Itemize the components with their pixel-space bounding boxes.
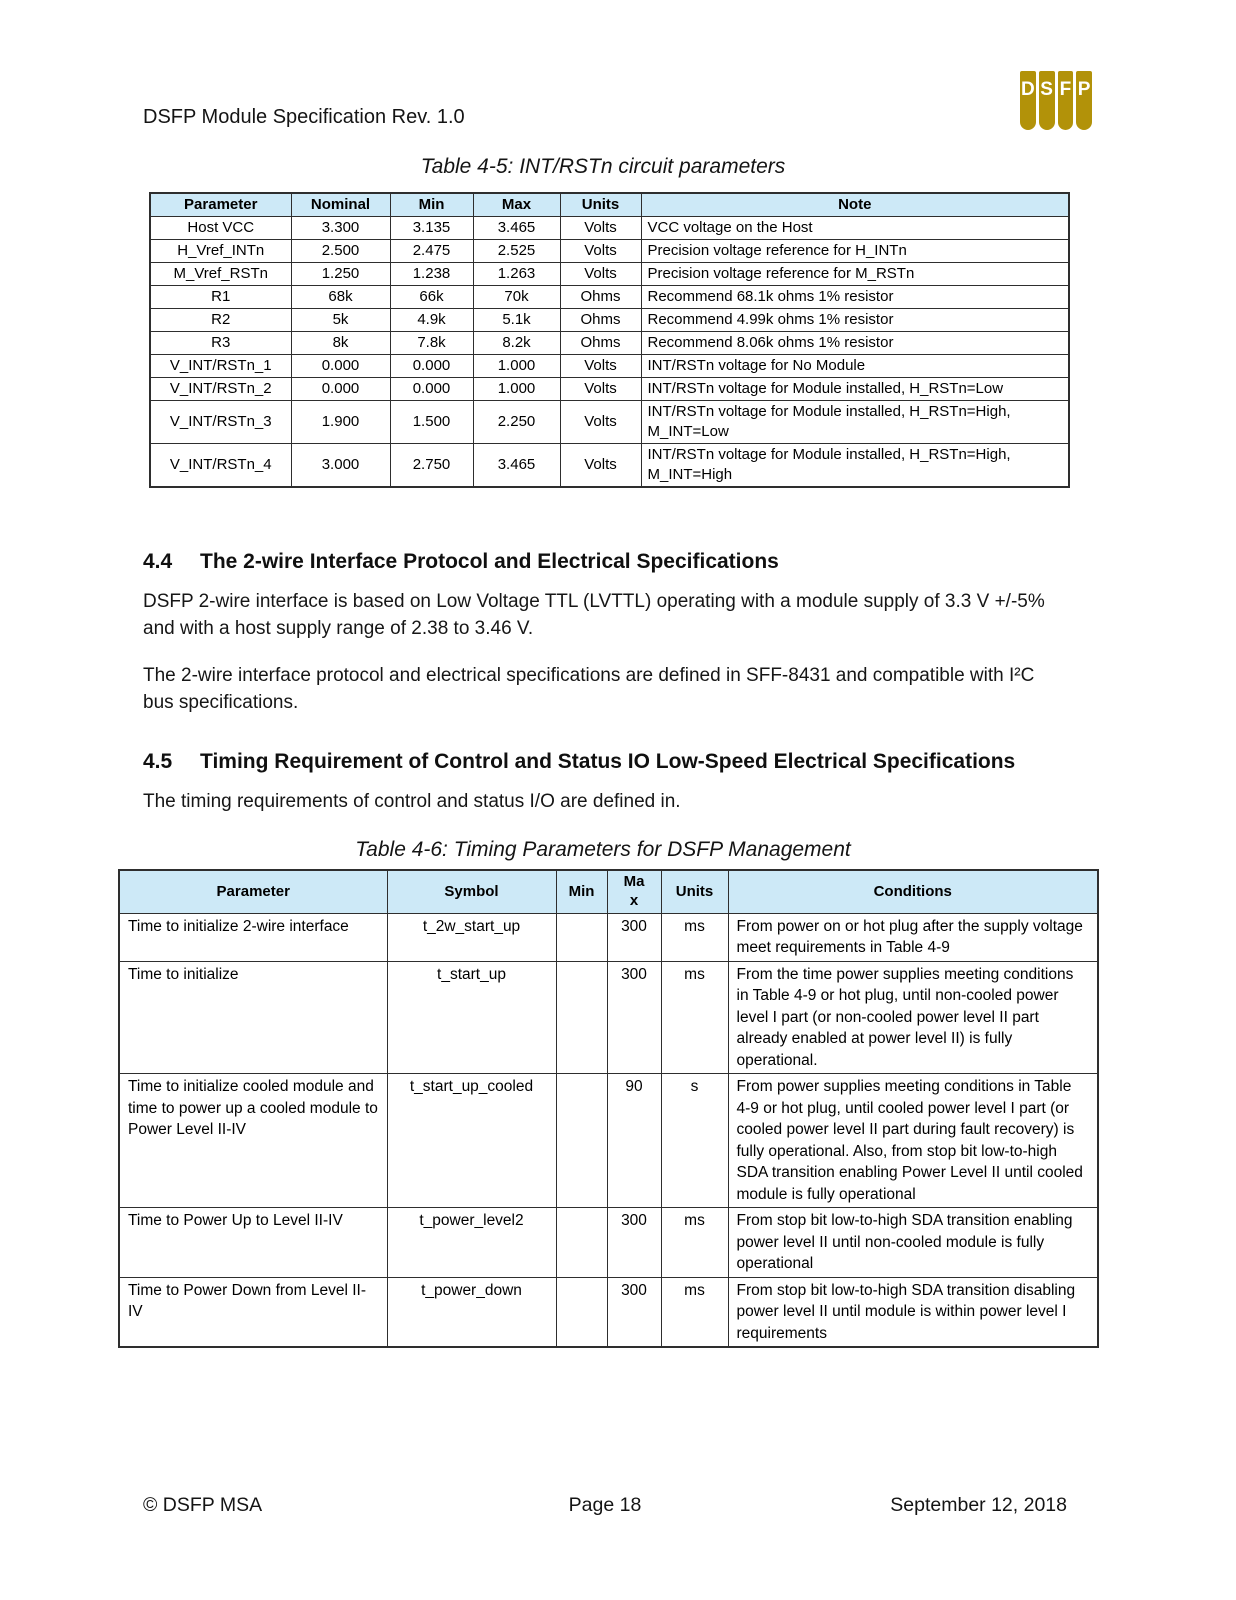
table-row bbox=[150, 332, 1069, 355]
table-cell: Time to initialize cooled module and time to power up a cooled module to Power Level II-IV bbox=[119, 1074, 387, 1208]
table-cell: 1.238 bbox=[390, 263, 473, 286]
table-cell: 5.1k bbox=[473, 309, 560, 332]
table-cell: INT/RSTn voltage for No Module bbox=[641, 355, 1069, 378]
table-header-row bbox=[150, 193, 1069, 217]
table-cell: 2.250 bbox=[473, 401, 560, 444]
table-cell bbox=[556, 1074, 607, 1208]
column-header: Units bbox=[661, 870, 728, 913]
table-cell: 2.500 bbox=[291, 240, 390, 263]
table-cell: 3.000 bbox=[291, 444, 390, 488]
table-row bbox=[150, 263, 1069, 286]
table-row bbox=[119, 1277, 1098, 1347]
table-cell: Time to Power Down from Level II-IV bbox=[119, 1277, 387, 1347]
table-cell: ms bbox=[661, 1277, 728, 1347]
table-cell: INT/RSTn voltage for Module installed, H_RSTn=Low bbox=[641, 378, 1069, 401]
table-cell: 70k bbox=[473, 286, 560, 309]
table-cell: V_INT/RSTn_1 bbox=[150, 355, 291, 378]
table-cell: VCC voltage on the Host bbox=[641, 217, 1069, 240]
table-cell: 90 bbox=[607, 1074, 661, 1208]
table-cell: 2.750 bbox=[390, 444, 473, 488]
section-4-4-paragraph-2: The 2-wire interface protocol and electrical specifications are defined in SFF-8431 and compatible with I²C bus specifications. bbox=[143, 665, 1035, 713]
table-cell: 3.465 bbox=[473, 444, 560, 488]
footer-page-number: Page 18 bbox=[568, 1494, 642, 1516]
section-4-4-paragraph-1: DSFP 2-wire interface is based on Low Voltage TTL (LVTTL) operating with a module supply of 3.3 V +/-5% and with a host supply range of 2.38 to 3.46 V. bbox=[143, 591, 1045, 639]
dsfp-logo-icon bbox=[1020, 71, 1092, 130]
table-cell: Ohms bbox=[560, 309, 641, 332]
column-header: Nominal bbox=[291, 193, 390, 217]
table-cell: Recommend 68.1k ohms 1% resistor bbox=[641, 286, 1069, 309]
logo-letter: D bbox=[1021, 79, 1035, 100]
table-row bbox=[150, 355, 1069, 378]
table-row bbox=[119, 1074, 1098, 1208]
table-cell bbox=[556, 1277, 607, 1347]
column-header: Note bbox=[641, 193, 1069, 217]
logo-bar bbox=[1058, 71, 1074, 130]
table-cell: Time to Power Up to Level II-IV bbox=[119, 1208, 387, 1278]
column-header: Max bbox=[473, 193, 560, 217]
section-number: 4.5 bbox=[143, 750, 173, 773]
table-cell: 4.9k bbox=[390, 309, 473, 332]
table-row bbox=[150, 444, 1069, 488]
table-row bbox=[150, 378, 1069, 401]
table-cell: R3 bbox=[150, 332, 291, 355]
logo-bar bbox=[1039, 71, 1055, 130]
table-cell: 2.475 bbox=[390, 240, 473, 263]
table-cell: R2 bbox=[150, 309, 291, 332]
table-cell: Recommend 4.99k ohms 1% resistor bbox=[641, 309, 1069, 332]
table-cell bbox=[556, 961, 607, 1074]
table-cell: R1 bbox=[150, 286, 291, 309]
table-cell: 300 bbox=[607, 1208, 661, 1278]
column-header: Min bbox=[390, 193, 473, 217]
table-header-row bbox=[119, 870, 1098, 913]
table-row bbox=[150, 240, 1069, 263]
table-cell: t_power_down bbox=[387, 1277, 556, 1347]
logo-letter: P bbox=[1077, 79, 1091, 100]
table-4-6 bbox=[118, 869, 1099, 1348]
logo-bar bbox=[1076, 71, 1092, 130]
table-cell: t_2w_start_up bbox=[387, 913, 556, 961]
table-cell: 300 bbox=[607, 913, 661, 961]
table-cell: V_INT/RSTn_3 bbox=[150, 401, 291, 444]
column-header: Units bbox=[560, 193, 641, 217]
table-cell: 3.300 bbox=[291, 217, 390, 240]
table-cell: 3.465 bbox=[473, 217, 560, 240]
table-cell: Precision voltage reference for H_INTn bbox=[641, 240, 1069, 263]
document-title: DSFP Module Specification Rev. 1.0 bbox=[143, 106, 465, 128]
table-cell: 1.500 bbox=[390, 401, 473, 444]
table-row bbox=[119, 1208, 1098, 1278]
table-cell: Volts bbox=[560, 263, 641, 286]
table-cell: ms bbox=[661, 913, 728, 961]
column-header: Min bbox=[556, 870, 607, 913]
table-cell: Volts bbox=[560, 355, 641, 378]
table-cell: Time to initialize 2-wire interface bbox=[119, 913, 387, 961]
table-cell: V_INT/RSTn_4 bbox=[150, 444, 291, 488]
table-cell: Volts bbox=[560, 444, 641, 488]
table-row bbox=[150, 217, 1069, 240]
table-cell: 1.000 bbox=[473, 378, 560, 401]
table-cell: Ohms bbox=[560, 332, 641, 355]
table-cell: 0.000 bbox=[291, 355, 390, 378]
table-cell: 7.8k bbox=[390, 332, 473, 355]
table-row bbox=[150, 286, 1069, 309]
table-cell: Time to initialize bbox=[119, 961, 387, 1074]
table-cell: ms bbox=[661, 961, 728, 1074]
table-cell: 2.525 bbox=[473, 240, 560, 263]
table-row bbox=[150, 401, 1069, 444]
table-cell: Volts bbox=[560, 217, 641, 240]
table-cell: From power on or hot plug after the supply voltage meet requirements in Table 4-9 bbox=[728, 913, 1098, 961]
table-row bbox=[119, 913, 1098, 961]
table-cell: H_Vref_INTn bbox=[150, 240, 291, 263]
table-cell: 0.000 bbox=[390, 378, 473, 401]
table-cell: From the time power supplies meeting conditions in Table 4-9 or hot plug, until non-cooled power level I part (or non-cooled power level II part already enabled at power level II) is fully operational. bbox=[728, 961, 1098, 1074]
table-cell: 0.000 bbox=[291, 378, 390, 401]
table-cell: 8k bbox=[291, 332, 390, 355]
table-cell: From stop bit low-to-high SDA transition enabling power level II until non-cooled module is fully operational bbox=[728, 1208, 1098, 1278]
section-title: Timing Requirement of Control and Status IO Low-Speed Electrical Specifications bbox=[200, 750, 1016, 773]
footer-date: September 12, 2018 bbox=[890, 1494, 1067, 1516]
table-row bbox=[119, 961, 1098, 1074]
section-4-4-heading bbox=[143, 550, 779, 574]
column-header: Max bbox=[607, 870, 661, 913]
section-title: The 2-wire Interface Protocol and Electrical Specifications bbox=[200, 550, 779, 573]
table-cell: 300 bbox=[607, 961, 661, 1074]
section-number: 4.4 bbox=[143, 550, 173, 573]
table-cell: t_power_level2 bbox=[387, 1208, 556, 1278]
table-cell: 3.135 bbox=[390, 217, 473, 240]
column-header: Symbol bbox=[387, 870, 556, 913]
table-cell: Volts bbox=[560, 378, 641, 401]
table-cell: Ohms bbox=[560, 286, 641, 309]
table-cell: From stop bit low-to-high SDA transition disabling power level II until module is within power level I requirements bbox=[728, 1277, 1098, 1347]
table-cell bbox=[556, 913, 607, 961]
table-cell: 8.2k bbox=[473, 332, 560, 355]
column-header: Conditions bbox=[728, 870, 1098, 913]
logo-bar bbox=[1020, 71, 1036, 130]
table-4-5-caption: Table 4-5: INT/RSTn circuit parameters bbox=[420, 155, 786, 178]
table-cell: Host VCC bbox=[150, 217, 291, 240]
table-4-6-caption: Table 4-6: Timing Parameters for DSFP Management bbox=[355, 838, 851, 861]
table-cell: 5k bbox=[291, 309, 390, 332]
table-cell: 1.000 bbox=[473, 355, 560, 378]
table-cell bbox=[556, 1208, 607, 1278]
logo-letter: F bbox=[1059, 79, 1072, 100]
table-cell: t_start_up bbox=[387, 961, 556, 1074]
table-cell: Volts bbox=[560, 401, 641, 444]
section-4-5-heading bbox=[143, 750, 1015, 774]
table-cell: INT/RSTn voltage for Module installed, H_RSTn=High, M_INT=High bbox=[641, 444, 1069, 488]
table-cell: From power supplies meeting conditions in Table 4-9 or hot plug, until cooled power level I part (or cooled power level II part during fault recovery) is fully operational. Also, from stop bit low-to-high SDA transition enabling Power Level II until cooled module is fully operational bbox=[728, 1074, 1098, 1208]
table-cell: Recommend 8.06k ohms 1% resistor bbox=[641, 332, 1069, 355]
table-cell: 300 bbox=[607, 1277, 661, 1347]
table-cell: s bbox=[661, 1074, 728, 1208]
table-row bbox=[150, 309, 1069, 332]
table-cell: INT/RSTn voltage for Module installed, H_RSTn=High, M_INT=Low bbox=[641, 401, 1069, 444]
table-cell: t_start_up_cooled bbox=[387, 1074, 556, 1208]
footer-copyright: © DSFP MSA bbox=[143, 1494, 263, 1516]
table-cell: 1.263 bbox=[473, 263, 560, 286]
table-cell: 66k bbox=[390, 286, 473, 309]
column-header: Parameter bbox=[150, 193, 291, 217]
table-cell: Precision voltage reference for M_RSTn bbox=[641, 263, 1069, 286]
table-cell: 68k bbox=[291, 286, 390, 309]
table-cell: V_INT/RSTn_2 bbox=[150, 378, 291, 401]
table-cell: Volts bbox=[560, 240, 641, 263]
table-cell: 0.000 bbox=[390, 355, 473, 378]
table-cell: 1.250 bbox=[291, 263, 390, 286]
table-cell: ms bbox=[661, 1208, 728, 1278]
logo-letter: S bbox=[1040, 79, 1053, 100]
table-4-5 bbox=[149, 192, 1070, 488]
table-cell: M_Vref_RSTn bbox=[150, 263, 291, 286]
section-4-5-paragraph-1: The timing requirements of control and status I/O are defined in. bbox=[143, 791, 681, 812]
column-header: Parameter bbox=[119, 870, 387, 913]
table-cell: 1.900 bbox=[291, 401, 390, 444]
